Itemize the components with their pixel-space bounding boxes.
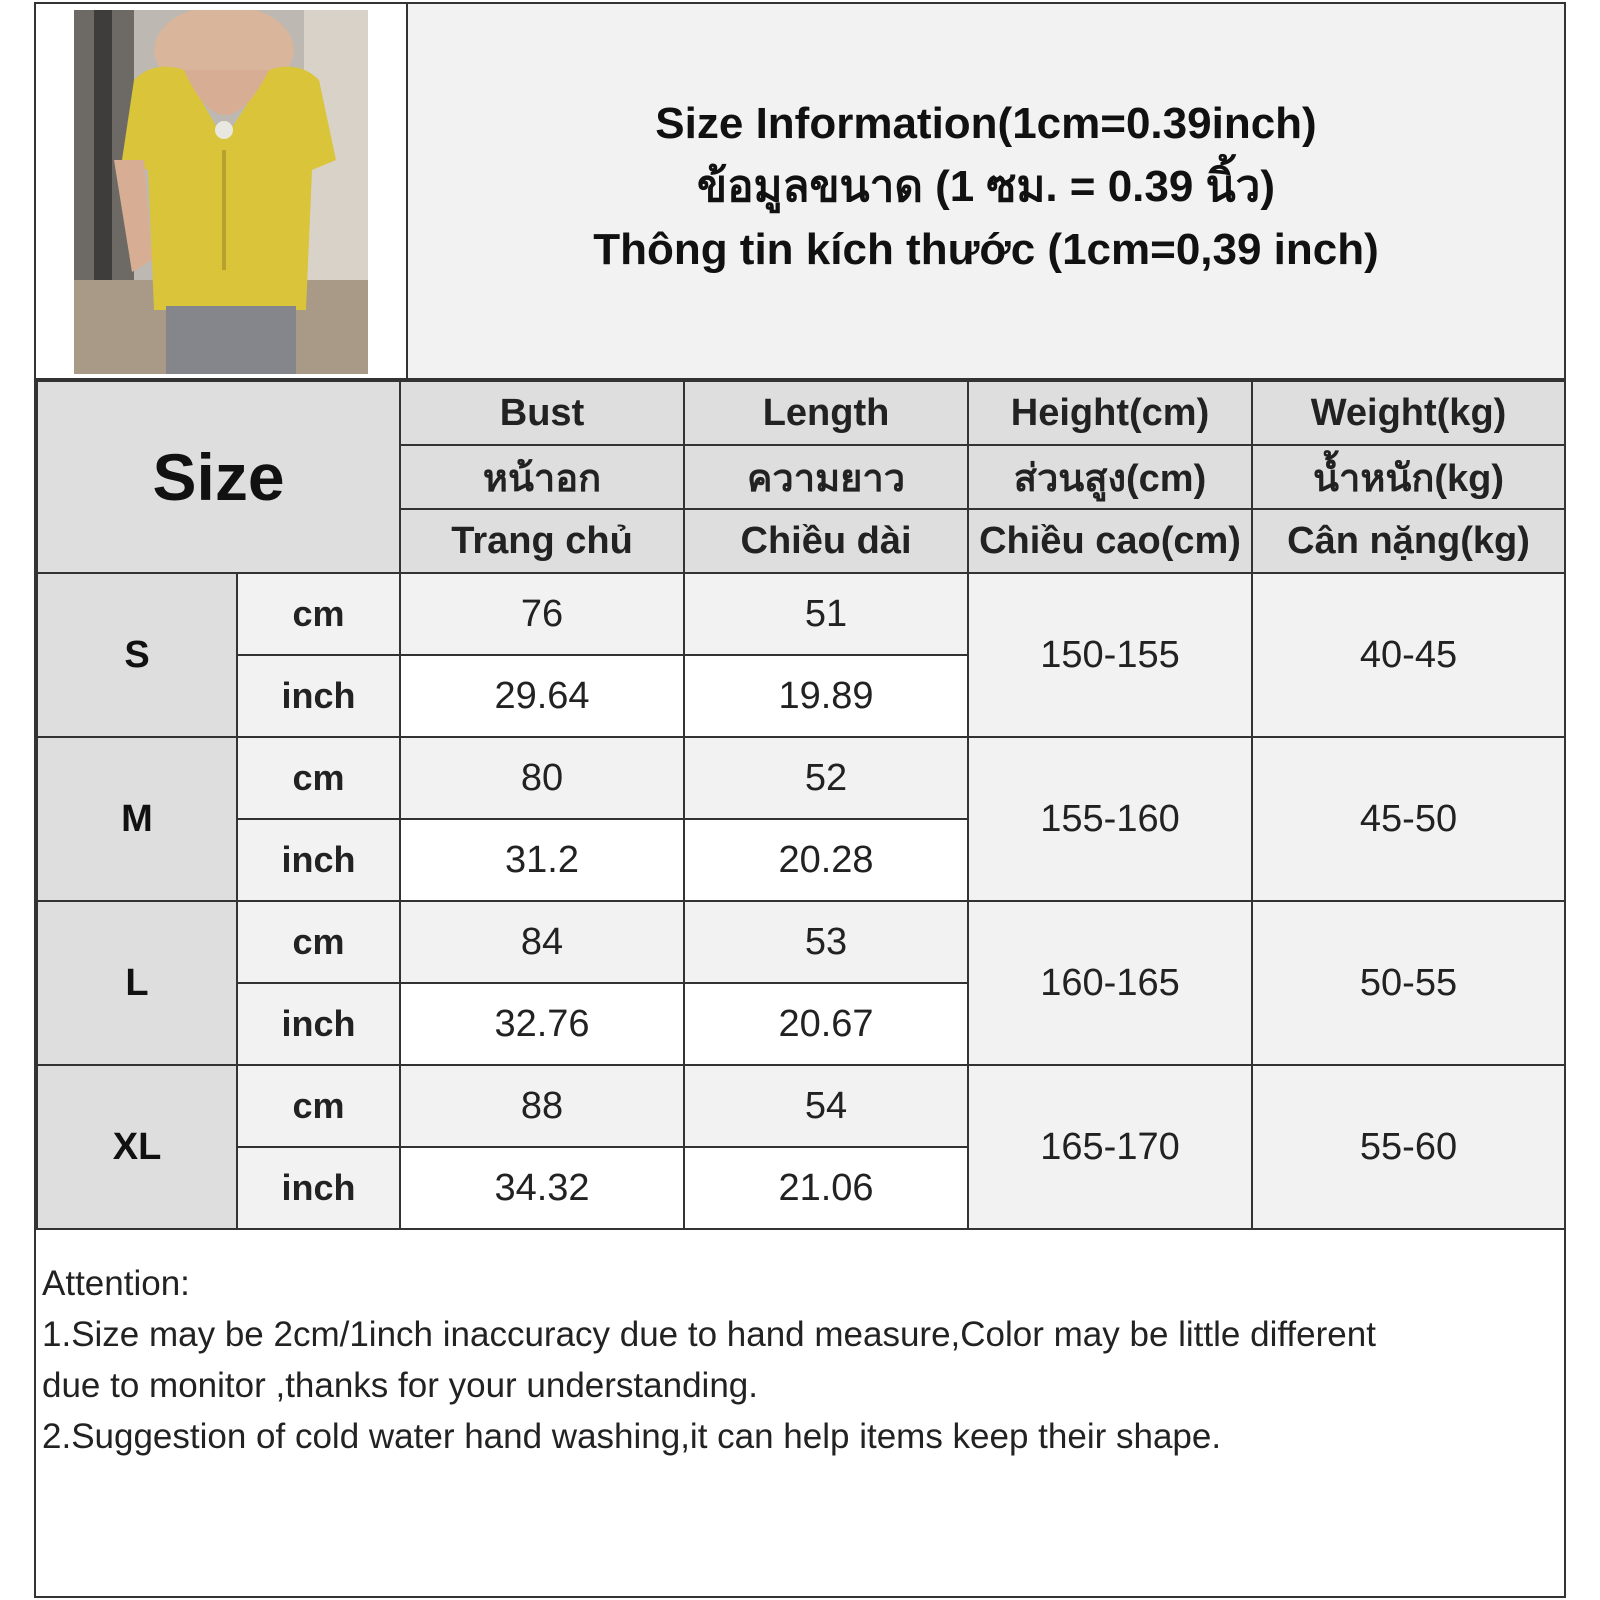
length-inch: 20.28: [684, 819, 968, 901]
col-weight-vn: Cân nặng(kg): [1252, 509, 1565, 573]
title-block: [408, 92, 1564, 281]
length-cm: 54: [684, 1065, 968, 1147]
title-thai: ข้อมูลขนาด (1 ซม. = 0.39 นิ้ว): [696, 162, 1275, 211]
height-range: 150-155: [968, 573, 1252, 737]
attention-heading: Attention:: [42, 1264, 190, 1303]
size-cell: XL: [37, 1065, 237, 1229]
bust-inch: 32.76: [400, 983, 684, 1065]
length-inch: 21.06: [684, 1147, 968, 1229]
title-vietnamese: Thông tin kích thước (1cm=0,39 inch): [593, 225, 1379, 274]
unit-inch: inch: [237, 983, 400, 1065]
title-english: Size Information(1cm=0.39inch): [655, 99, 1317, 148]
weight-range: 50-55: [1252, 901, 1565, 1065]
attention-line-3: 2.Suggestion of cold water hand washing,it can help items keep their shape.: [42, 1417, 1222, 1456]
bust-inch: 29.64: [400, 655, 684, 737]
header-area: [36, 4, 1564, 380]
height-range: 160-165: [968, 901, 1252, 1065]
weight-range: 40-45: [1252, 573, 1565, 737]
size-cell: L: [37, 901, 237, 1065]
col-weight-en: Weight(kg): [1252, 381, 1565, 445]
attention-notes: [42, 1258, 1558, 1462]
product-photo: [74, 10, 368, 374]
col-bust-th: หน้าอก: [400, 445, 684, 509]
unit-cm: cm: [237, 573, 400, 655]
attention-line-2: due to monitor ,thanks for your understanding.: [42, 1366, 758, 1405]
col-height-th: ส่วนสูง(cm): [968, 445, 1252, 509]
table-row: [37, 1065, 1565, 1147]
length-cm: 52: [684, 737, 968, 819]
col-length-th: ความยาว: [684, 445, 968, 509]
bust-inch: 31.2: [400, 819, 684, 901]
size-cell: M: [37, 737, 237, 901]
product-photo-icon: [74, 10, 368, 374]
weight-range: 45-50: [1252, 737, 1565, 901]
unit-cm: cm: [237, 1065, 400, 1147]
table-row: [37, 573, 1565, 655]
header-row-en: [37, 381, 1565, 445]
col-length-vn: Chiều dài: [684, 509, 968, 573]
length-inch: 19.89: [684, 655, 968, 737]
col-weight-th: น้ำหนัก(kg): [1252, 445, 1565, 509]
size-chart-sheet: [34, 2, 1566, 1598]
length-inch: 20.67: [684, 983, 968, 1065]
bust-cm: 76: [400, 573, 684, 655]
col-bust-en: Bust: [400, 381, 684, 445]
unit-cm: cm: [237, 901, 400, 983]
height-range: 165-170: [968, 1065, 1252, 1229]
bust-inch: 34.32: [400, 1147, 684, 1229]
size-table: [36, 380, 1566, 1230]
col-bust-vn: Trang chủ: [400, 509, 684, 573]
bust-cm: 80: [400, 737, 684, 819]
unit-inch: inch: [237, 1147, 400, 1229]
size-header: Size: [37, 381, 400, 573]
length-cm: 53: [684, 901, 968, 983]
col-height-en: Height(cm): [968, 381, 1252, 445]
attention-line-1: 1.Size may be 2cm/1inch inaccuracy due to hand measure,Color may be little different: [42, 1315, 1376, 1354]
weight-range: 55-60: [1252, 1065, 1565, 1229]
length-cm: 51: [684, 573, 968, 655]
col-length-en: Length: [684, 381, 968, 445]
unit-cm: cm: [237, 737, 400, 819]
height-range: 155-160: [968, 737, 1252, 901]
table-row: [37, 901, 1565, 983]
col-height-vn: Chiều cao(cm): [968, 509, 1252, 573]
bust-cm: 84: [400, 901, 684, 983]
photo-cell: [36, 4, 408, 378]
unit-inch: inch: [237, 819, 400, 901]
table-row: [37, 737, 1565, 819]
bust-cm: 88: [400, 1065, 684, 1147]
size-cell: S: [37, 573, 237, 737]
unit-inch: inch: [237, 655, 400, 737]
